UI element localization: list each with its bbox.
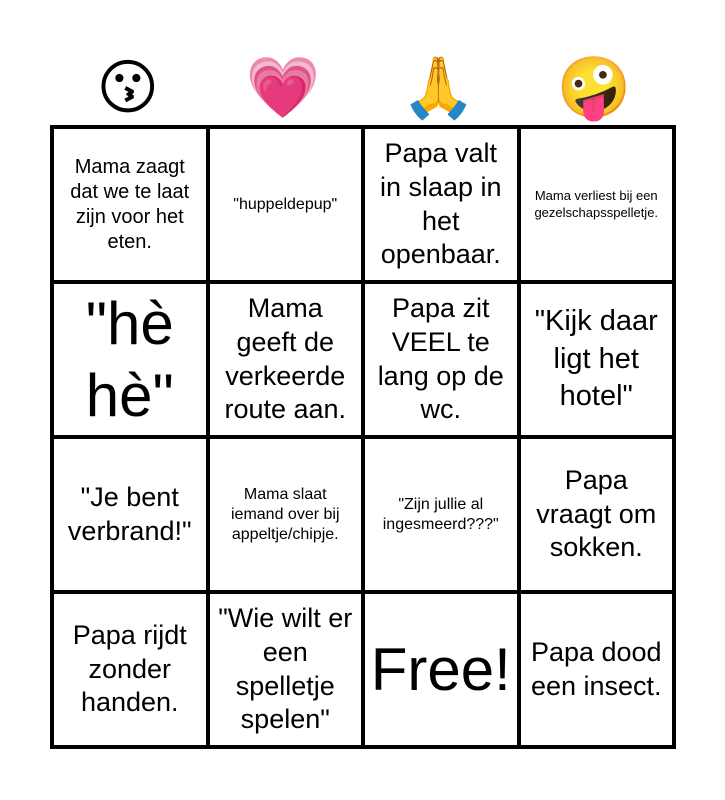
cell-text: Papa valt in slaap in het openbaar.: [379, 138, 502, 270]
bingo-cell[interactable]: [54, 594, 206, 745]
kissing-face-icon: 😗: [96, 53, 160, 123]
bingo-cell[interactable]: [365, 129, 517, 280]
cell-text: "huppeldepup": [233, 195, 338, 213]
cell-text: Mama geeft de verkeerde route aan.: [224, 293, 347, 425]
bingo-cell[interactable]: [54, 439, 206, 590]
cell-text: Papa dood een insect.: [530, 636, 662, 701]
bingo-cell[interactable]: [54, 284, 206, 435]
cell-text: Mama verliest bij een gezelschapsspelletje.: [534, 187, 659, 220]
bingo-cell[interactable]: [365, 284, 517, 435]
free-space-text: Free!: [370, 635, 511, 703]
cell-text: Mama zaagt dat we te laat zijn voor het eten.: [70, 155, 190, 253]
cell-text: Papa rijdt zonder handen.: [72, 619, 187, 718]
bingo-board: [50, 125, 676, 749]
bingo-cell[interactable]: [210, 129, 362, 280]
bingo-header: [50, 52, 672, 124]
cell-text: "Wie wilt er een spelletje spelen": [218, 603, 353, 735]
bingo-cell[interactable]: [521, 439, 673, 590]
cell-text: Mama slaat iemand over bij appeltje/chipje.: [231, 485, 340, 543]
zany-face-icon: 🤪: [556, 53, 632, 123]
folded-hands-icon: 🙏: [401, 53, 477, 123]
cell-text: "hè hè": [85, 289, 174, 429]
cell-text: "Zijn jullie al ingesmeerd???": [382, 495, 499, 533]
bingo-cell[interactable]: [521, 284, 673, 435]
cell-text: "Je bent verbrand!": [67, 481, 192, 546]
bingo-cell[interactable]: [210, 284, 362, 435]
cell-text: Papa zit VEEL te lang op de wc.: [377, 293, 504, 425]
bingo-cell[interactable]: [210, 594, 362, 745]
bingo-cell[interactable]: [521, 129, 673, 280]
bingo-cell[interactable]: [521, 594, 673, 745]
free-space-cell[interactable]: [365, 594, 517, 745]
bingo-cell[interactable]: [365, 439, 517, 590]
bingo-cell[interactable]: [210, 439, 362, 590]
bingo-cell[interactable]: [54, 129, 206, 280]
cell-text: "Kijk daar ligt het hotel": [534, 304, 658, 413]
cell-text: Papa vraagt om sokken.: [536, 464, 657, 563]
growing-heart-icon: 💗: [245, 53, 321, 123]
